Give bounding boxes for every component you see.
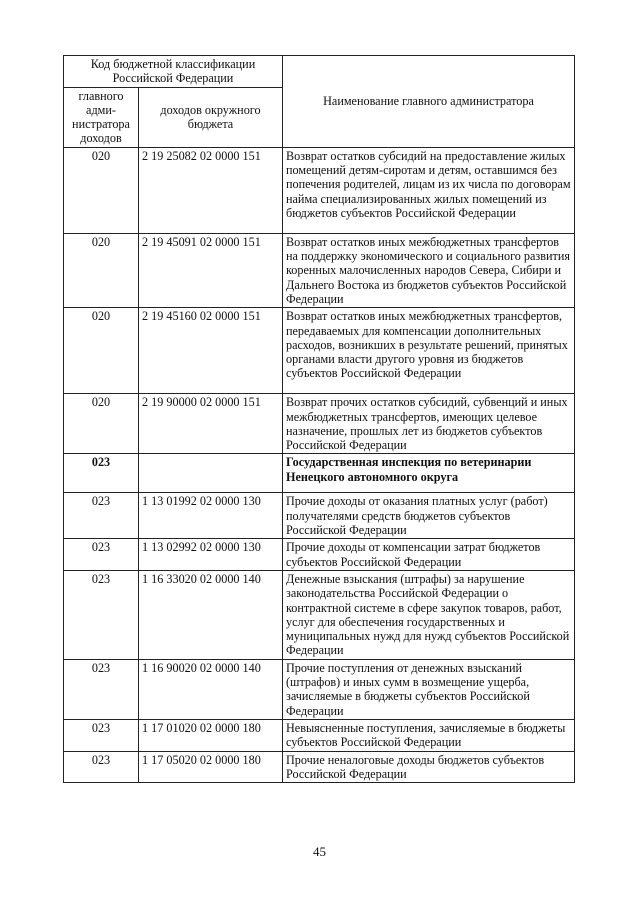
table-header-row — [64, 56, 575, 88]
header-administrator-name: Наименование главного администратора — [283, 56, 575, 148]
admin-code-cell: 023 — [64, 719, 139, 751]
table-row — [64, 147, 575, 233]
table-row — [64, 659, 575, 719]
income-code-cell — [139, 454, 283, 493]
header-main-administrator: главного адми-нистратора доходов — [64, 87, 139, 147]
admin-code-cell: 023 — [64, 454, 139, 493]
name-cell: Прочие доходы от оказания платных услуг (работ) получателями средств бюджетов субъектов Российской Федерации — [283, 493, 575, 539]
table-row — [64, 570, 575, 659]
name-cell: Возврат остатков иных межбюджетных трансфертов, передаваемых для компенсации дополнительных расходов, возникших в результате решений, принятых органами власти другого уровня из бюджетов субъектов Российской Федерации — [283, 308, 575, 394]
income-code-cell: 2 19 45091 02 0000 151 — [139, 233, 283, 307]
admin-code-cell: 020 — [64, 233, 139, 307]
table-row — [64, 751, 575, 783]
table-row — [64, 719, 575, 751]
name-cell: Возврат остатков иных межбюджетных трансфертов на поддержку экономического и социального развития коренных малочисленных народов Севера, Сибири и Дальнего Востока из бюджетов субъектов Российской Федерации — [283, 233, 575, 307]
table-row — [64, 539, 575, 571]
income-code-cell: 1 17 05020 02 0000 180 — [139, 751, 283, 783]
table-row — [64, 308, 575, 394]
income-code-cell: 2 19 25082 02 0000 151 — [139, 147, 283, 233]
admin-code-cell: 020 — [64, 147, 139, 233]
income-code-cell: 2 19 45160 02 0000 151 — [139, 308, 283, 394]
income-code-cell: 1 16 90020 02 0000 140 — [139, 659, 283, 719]
admin-code-cell: 023 — [64, 570, 139, 659]
name-cell: Прочие неналоговые доходы бюджетов субъектов Российской Федерации — [283, 751, 575, 783]
income-code-cell: 1 17 01020 02 0000 180 — [139, 719, 283, 751]
name-cell: Возврат прочих остатков субсидий, субвенций и иных межбюджетных трансфертов, имеющих целевое назначение, прошлых лет из бюджетов субъектов Российской Федерации — [283, 394, 575, 454]
table-row — [64, 233, 575, 307]
header-district-budget-income: доходов окружного бюджета — [139, 87, 283, 147]
name-cell: Невыясненные поступления, зачисляемые в бюджеты субъектов Российской Федерации — [283, 719, 575, 751]
name-cell: Прочие поступления от денежных взысканий (штрафов) и иных сумм в возмещение ущерба, зачисляемые в бюджеты субъектов Российской Федерации — [283, 659, 575, 719]
admin-code-cell: 023 — [64, 659, 139, 719]
income-code-cell: 2 19 90000 02 0000 151 — [139, 394, 283, 454]
section-header-row — [64, 454, 575, 493]
admin-code-cell: 020 — [64, 394, 139, 454]
name-cell: Прочие доходы от компенсации затрат бюджетов субъектов Российской Федерации — [283, 539, 575, 571]
header-classification-code: Код бюджетной классификации Российской Федерации — [64, 56, 283, 88]
admin-code-cell: 023 — [64, 751, 139, 783]
name-cell: Возврат остатков субсидий на предоставление жилых помещений детям-сиротам и детям, оставшимся без попечения родителей, лицам из их числа по договорам найма специализированных жилых помещений из бюджетов субъектов Российской Федерации — [283, 147, 575, 233]
page-number: 45 — [313, 844, 326, 859]
budget-classification-table — [63, 55, 575, 783]
admin-code-cell: 020 — [64, 308, 139, 394]
admin-code-cell: 023 — [64, 493, 139, 539]
income-code-cell: 1 13 02992 02 0000 130 — [139, 539, 283, 571]
income-code-cell: 1 13 01992 02 0000 130 — [139, 493, 283, 539]
section-title-cell: Государственная инспекция по ветеринарии Ненецкого автономного округа — [283, 454, 575, 493]
income-code-cell: 1 16 33020 02 0000 140 — [139, 570, 283, 659]
name-cell: Денежные взыскания (штрафы) за нарушение законодательства Российской Федерации о контрактной системе в сфере закупок товаров, работ, услуг для обеспечения государственных и муниципальных нужд для нужд субъектов Российской Федерации — [283, 570, 575, 659]
admin-code-cell: 023 — [64, 539, 139, 571]
table-row — [64, 493, 575, 539]
table-row — [64, 394, 575, 454]
